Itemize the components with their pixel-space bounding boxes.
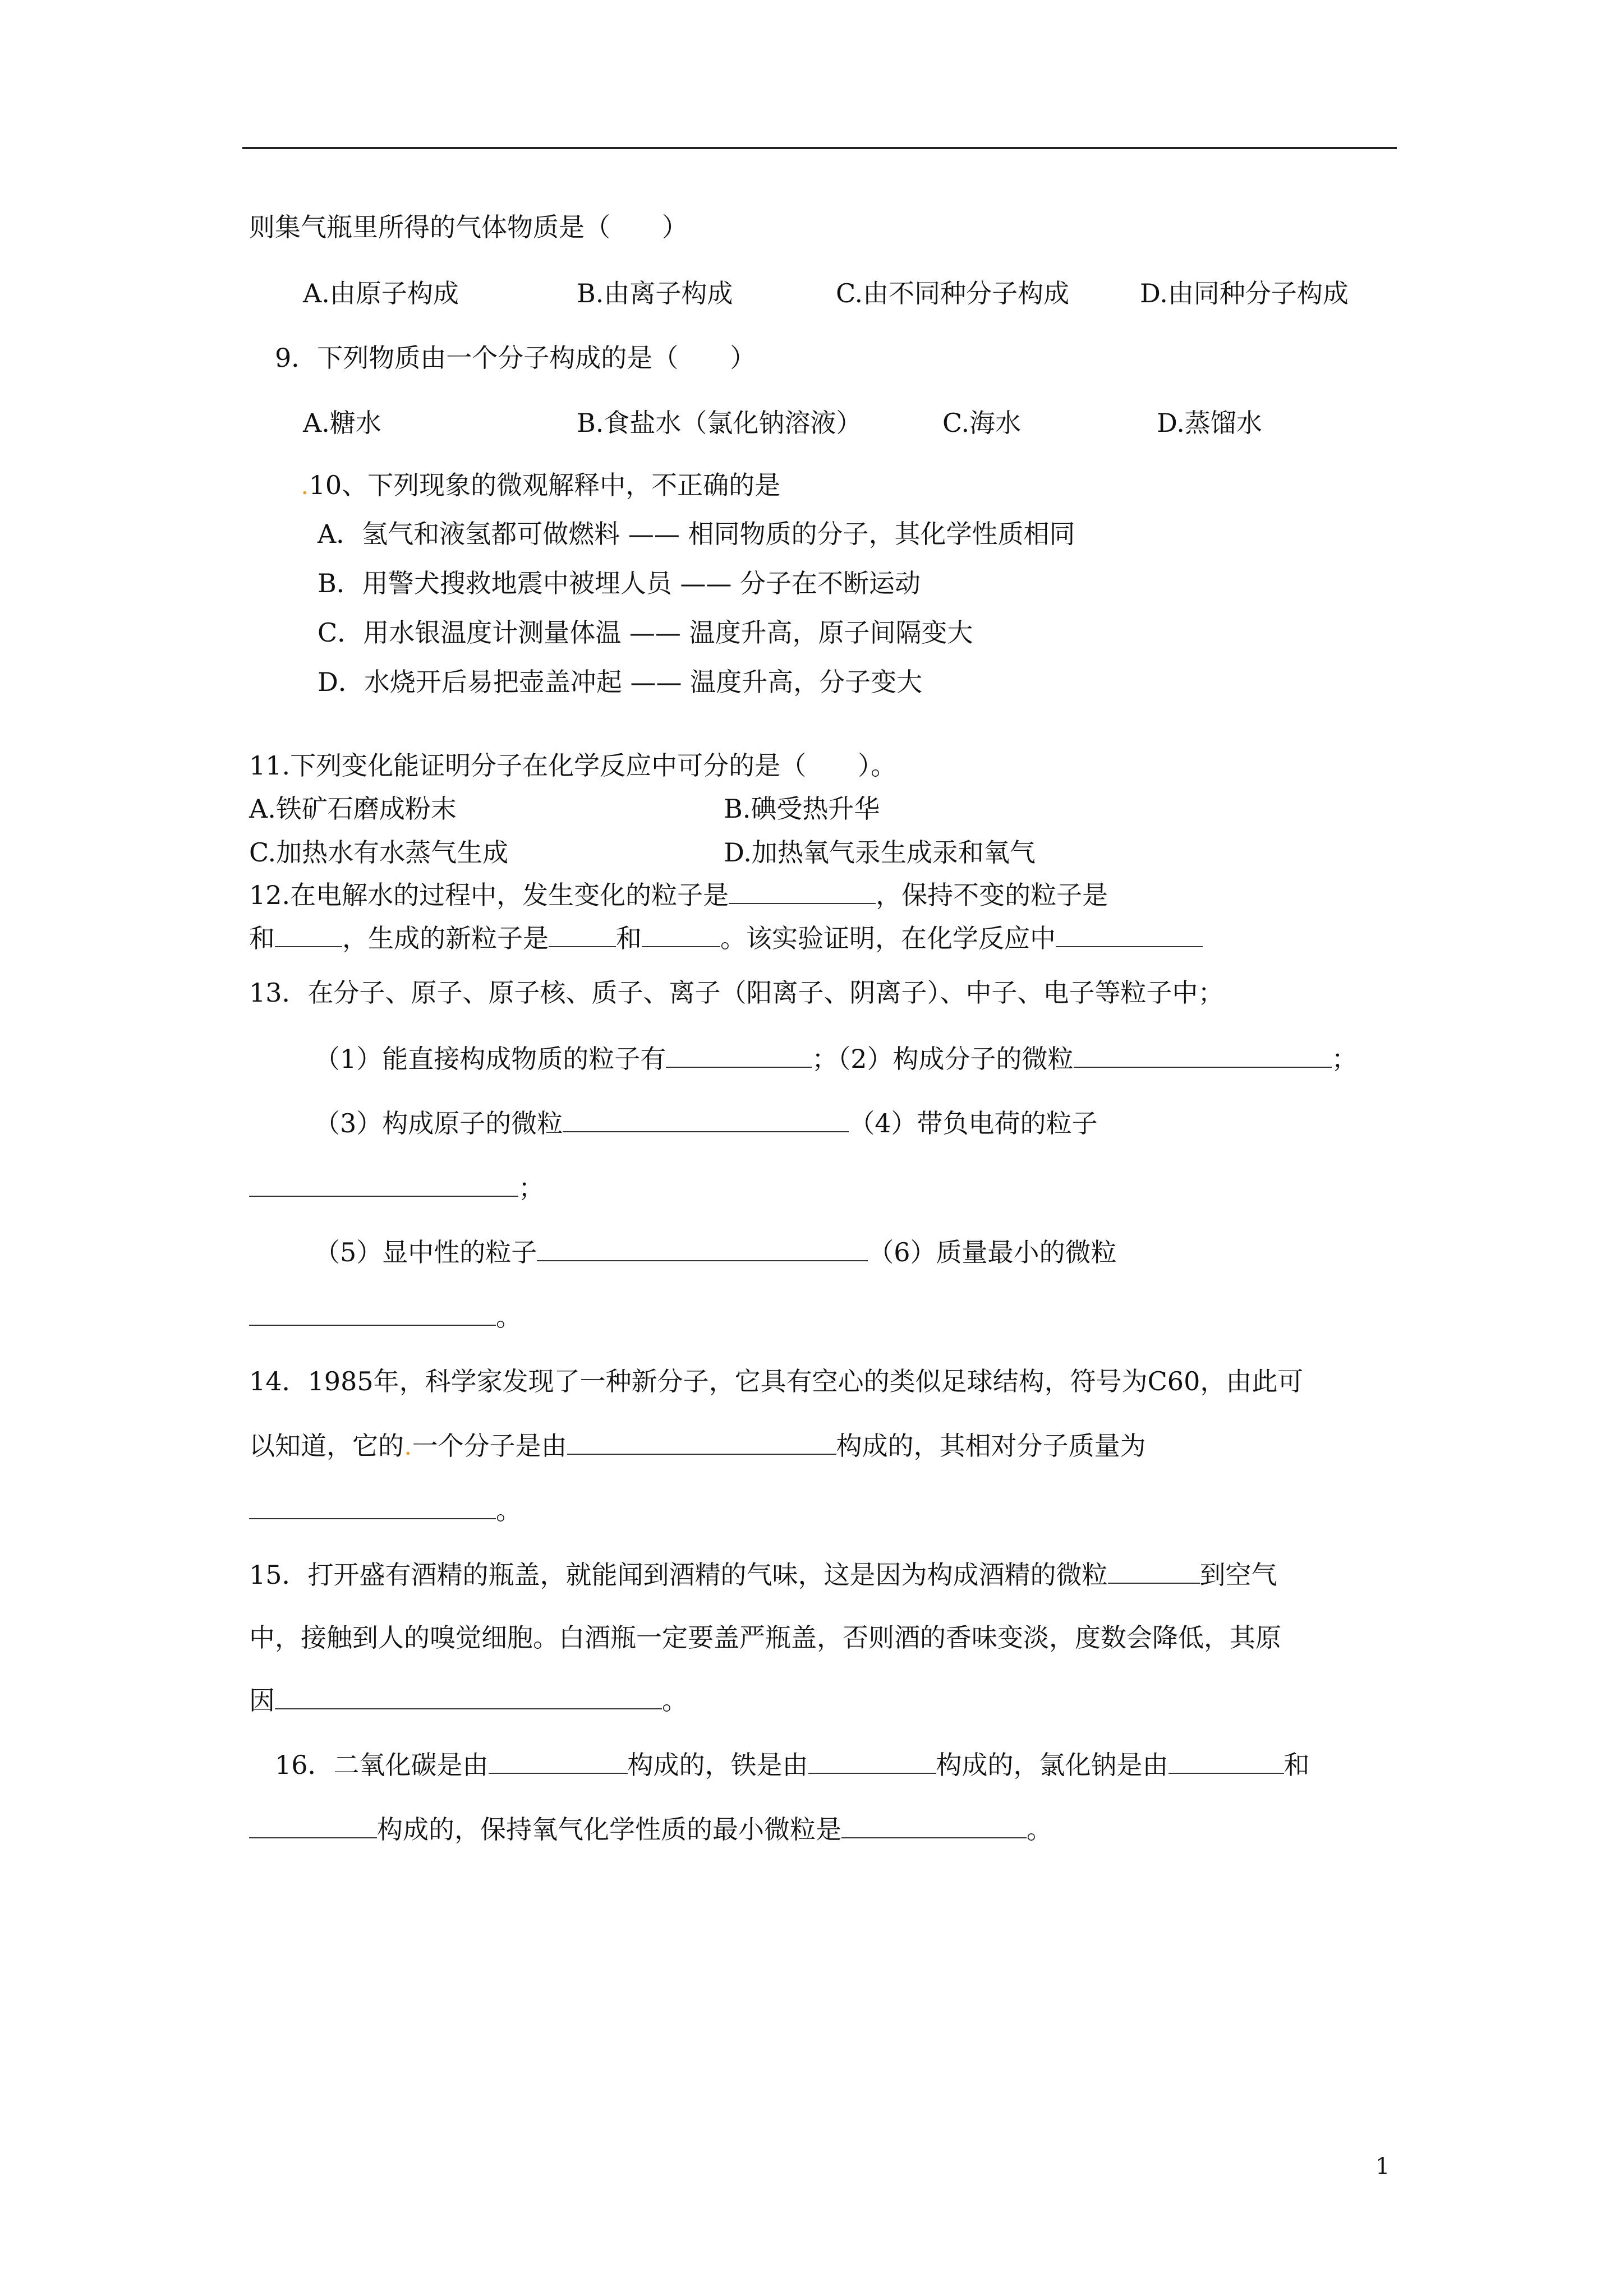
q13-blank-2[interactable]	[1074, 1042, 1332, 1068]
q15-line-2: 中，接触到人的嗅觉细胞。白酒瓶一定要盖严瓶盖，否则酒的香味变淡，度数会降低，其原	[249, 1622, 1281, 1653]
q11-option-b: B.碘受热升华	[724, 794, 880, 824]
q9-option-d: D.蒸馏水	[1157, 408, 1262, 438]
q12-blank-1[interactable]	[729, 878, 876, 904]
q16-blank-4[interactable]	[249, 1813, 377, 1838]
q13-blank-6[interactable]	[249, 1300, 496, 1326]
q10-stem: .10、下列现象的微观解释中，不正确的是	[301, 470, 781, 500]
q15-line-3: 因 。	[249, 1684, 688, 1717]
q13-line-4: （5）显中性的粒子 （6）质量最小的微粒	[314, 1235, 1117, 1269]
q8-option-a: A.由原子构成	[303, 278, 459, 308]
q10-option-a: A．氢气和液氢都可做燃料 —— 相同物质的分子，其化学性质相同	[318, 519, 1075, 549]
q13-blank-1[interactable]	[666, 1042, 812, 1068]
q9-option-a: A.糖水	[303, 408, 381, 438]
stray-mark: .	[301, 470, 309, 500]
q16-blank-2[interactable]	[808, 1748, 936, 1774]
q16-blank-5[interactable]	[841, 1813, 1027, 1838]
q14-line-2: 以知道，它的.一个分子是由 构成的，其相对分子质量为	[249, 1429, 1146, 1463]
q10-option-d: D．水烧开后易把壶盖冲起 —— 温度升高，分子变大	[318, 667, 923, 697]
header-rule	[242, 147, 1397, 149]
q9-option-c: C.海水	[942, 408, 1022, 438]
page-number: 1	[1375, 2154, 1390, 2179]
q14-line-3: 。	[249, 1493, 522, 1527]
q11-option-c: C.加热水有水蒸气生成	[249, 837, 509, 868]
q8-option-c: C.由不同种分子构成	[836, 278, 1070, 308]
q13-line-1: （1）能直接构成物质的粒子有 ；（2）构成分子的微粒 ；	[314, 1042, 1358, 1076]
q15-blank-1[interactable]	[1108, 1558, 1200, 1584]
q8-stem: 则集气瓶里所得的气体物质是（ ）	[249, 212, 688, 242]
q9-option-b: B.食盐水（氯化钠溶液）	[577, 408, 862, 438]
q15-line-1: 15．打开盛有酒精的瓶盖，就能闻到酒精的气味，这是因为构成酒精的微粒 到空气	[249, 1558, 1277, 1592]
q12-blank-5[interactable]	[1056, 921, 1203, 947]
q10-option-b: B．用警犬搜救地震中被埋人员 —— 分子在不断运动	[318, 568, 921, 598]
q14-blank-1[interactable]	[567, 1429, 836, 1455]
q13-stem: 13．在分子、原子、原子核、质子、离子（阳离子、阴离子）、中子、电子等粒子中；	[249, 978, 1224, 1008]
q16-line-2: 构成的，保持氧气化学性质的最小微粒是 。	[249, 1813, 1052, 1846]
q16-line-1: 16．二氧化碳是由 构成的，铁是由 构成的，氯化钠是由 和	[275, 1748, 1310, 1782]
q12-blank-3[interactable]	[549, 921, 616, 947]
q11-option-a: A.铁矿石磨成粉末	[249, 794, 457, 824]
q10-option-c: C．用水银温度计测量体温 —— 温度升高，原子间隔变大	[318, 617, 973, 648]
q12-line-2: 和 ，生成的新粒子是 和 。该实验证明，在化学反应中	[249, 921, 1203, 955]
q12-blank-2[interactable]	[275, 921, 342, 947]
q8-option-d: D.由同种分子构成	[1140, 278, 1349, 308]
q13-line-3: ；	[249, 1171, 544, 1205]
q8-option-b: B.由离子构成	[577, 278, 733, 308]
q12-line-1: 12.在电解水的过程中，发生变化的粒子是 ，保持不变的粒子是	[249, 878, 1108, 912]
q13-blank-3[interactable]	[563, 1106, 849, 1132]
q16-blank-1[interactable]	[489, 1748, 628, 1774]
q14-line-1: 14．1985年，科学家发现了一种新分子，它具有空心的类似足球结构，符号为C60，由此可	[249, 1366, 1304, 1396]
q13-line-2: （3）构成原子的微粒 （4）带负电荷的粒子	[314, 1106, 1098, 1140]
q13-line-5: 。	[249, 1300, 522, 1334]
q12-blank-4[interactable]	[642, 921, 720, 947]
q15-blank-2[interactable]	[275, 1684, 662, 1709]
q11-option-d: D.加热氧气汞生成汞和氧气	[724, 837, 1036, 868]
q13-blank-5[interactable]	[537, 1235, 868, 1261]
stray-mark: .	[404, 1431, 412, 1461]
q11-stem: 11.下列变化能证明分子在化学反应中可分的是（ ）。	[249, 750, 897, 781]
q13-blank-4[interactable]	[249, 1171, 518, 1197]
q16-blank-3[interactable]	[1168, 1748, 1284, 1774]
q14-blank-2[interactable]	[249, 1493, 496, 1519]
q9-stem: 9．下列物质由一个分子构成的是（ ）	[275, 343, 756, 373]
